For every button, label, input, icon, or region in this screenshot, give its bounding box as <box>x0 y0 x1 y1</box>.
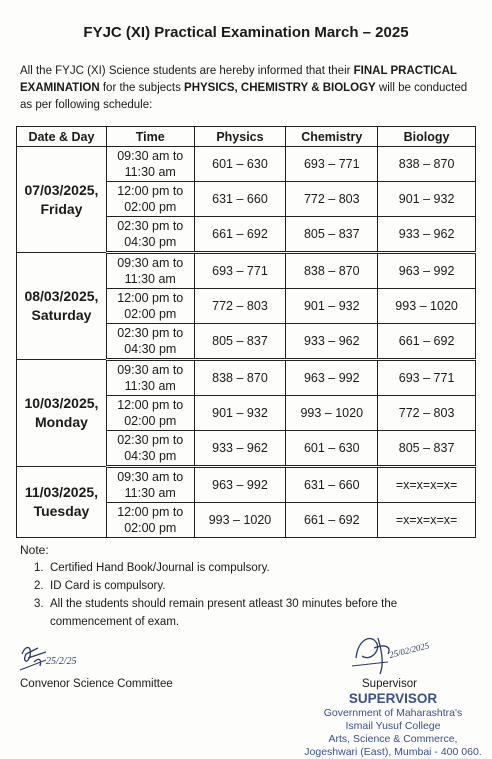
physics-cell: 631 – 660 <box>194 182 286 217</box>
notes-list <box>34 559 454 631</box>
physics-cell: 933 – 962 <box>194 431 286 467</box>
official-stamp <box>300 691 486 759</box>
time-start: 02:30 pm to <box>117 219 184 233</box>
physics-cell: 772 – 803 <box>194 289 286 324</box>
time-cell <box>106 147 194 182</box>
day-text: Friday <box>40 200 83 217</box>
column-header: Biology <box>378 127 476 147</box>
date-text: 07/03/2025, <box>24 181 99 198</box>
intro-text-1: All the FYJC (XI) Science students are hereby informed that their <box>20 65 354 77</box>
time-start: 12:00 pm to <box>117 398 184 412</box>
stamp-line: Government of Maharashtra's <box>323 707 463 719</box>
time-end: 11:30 am <box>124 486 176 500</box>
note-text: ID Card is compulsory. <box>50 580 166 592</box>
table-row <box>17 253 476 289</box>
time-end: 04:30 pm <box>124 449 177 463</box>
note-number: 1. <box>34 562 44 574</box>
document-title: FYJC (XI) Practical Examination March – 2025 <box>83 24 409 41</box>
day-text: Monday <box>35 414 88 430</box>
column-header: Date & Day <box>17 127 107 147</box>
column-header: Chemistry <box>286 127 378 147</box>
physics-cell: 963 – 992 <box>194 467 286 503</box>
date-text: 10/03/2025, <box>24 395 99 411</box>
time-cell <box>106 217 194 253</box>
physics-cell: 805 – 837 <box>194 324 286 360</box>
convenor-signature <box>16 640 176 676</box>
table-header-row <box>17 127 476 147</box>
date-day-cell <box>17 147 107 253</box>
biology-cell: 963 – 992 <box>378 253 476 289</box>
table-row <box>17 147 476 182</box>
time-cell <box>106 253 194 289</box>
time-end: 02:00 pm <box>124 521 177 535</box>
time-cell <box>106 324 194 360</box>
stamp-line: Arts, Science & Commerce, <box>328 733 458 745</box>
day-text: Tuesday <box>33 503 90 519</box>
time-start: 12:00 pm to <box>117 291 184 305</box>
note-number: 3. <box>34 598 44 610</box>
list-item <box>34 559 454 577</box>
column-header: Time <box>106 127 194 147</box>
biology-cell: 693 – 771 <box>378 360 476 396</box>
physics-cell: 901 – 932 <box>194 396 286 431</box>
time-start: 09:30 am to <box>117 470 184 484</box>
note-heading: Note: <box>20 543 49 557</box>
stamp-line: Ismail Yusuf College <box>345 720 441 732</box>
date-text: 11/03/2025, <box>24 484 99 500</box>
biology-cell: =x=x=x=x= <box>378 467 476 503</box>
time-end: 04:30 pm <box>124 235 177 249</box>
time-cell <box>106 467 194 503</box>
chemistry-cell: 963 – 992 <box>286 360 378 396</box>
physics-cell: 601 – 630 <box>194 147 286 182</box>
chemistry-cell: 693 – 771 <box>286 147 378 182</box>
chemistry-cell: 933 – 962 <box>286 324 378 360</box>
time-start: 12:00 pm to <box>117 184 184 198</box>
list-item <box>34 577 454 595</box>
date-text: 08/03/2025, <box>24 288 99 304</box>
date-day-cell <box>17 253 107 360</box>
chemistry-cell: 772 – 803 <box>286 182 378 217</box>
time-end: 02:00 pm <box>124 307 177 321</box>
intro-text-2: for the subjects <box>99 82 185 94</box>
time-start: 09:30 am to <box>117 149 184 163</box>
time-end: 11:30 am <box>124 272 176 286</box>
physics-cell: 661 – 692 <box>194 217 286 253</box>
date-day-cell <box>17 467 107 538</box>
convenor-label: Convenor Science Committee <box>20 678 173 690</box>
time-cell <box>106 396 194 431</box>
time-end: 02:00 pm <box>124 414 177 428</box>
time-start: 12:00 pm to <box>117 505 184 519</box>
biology-cell: 661 – 692 <box>378 324 476 360</box>
day-text: Saturday <box>31 307 92 323</box>
time-cell <box>106 182 194 217</box>
intro-paragraph <box>20 63 470 114</box>
table-row <box>17 360 476 396</box>
time-end: 04:30 pm <box>124 342 177 356</box>
supervisor-label: Supervisor <box>362 678 417 690</box>
table-row <box>17 467 476 503</box>
chemistry-cell: 901 – 932 <box>286 289 378 324</box>
physics-cell: 993 – 1020 <box>194 503 286 538</box>
schedule-table <box>16 126 476 538</box>
time-end: 02:00 pm <box>124 200 177 214</box>
chemistry-cell: 993 – 1020 <box>286 396 378 431</box>
biology-cell: 805 – 837 <box>378 431 476 467</box>
time-start: 09:30 am to <box>117 256 184 270</box>
chemistry-cell: 661 – 692 <box>286 503 378 538</box>
biology-cell: 993 – 1020 <box>378 289 476 324</box>
time-cell <box>106 289 194 324</box>
note-text: Certified Hand Book/Journal is compulsory. <box>50 562 270 574</box>
biology-cell: 772 – 803 <box>378 396 476 431</box>
note-number: 2. <box>34 580 44 592</box>
time-end: 11:30 am <box>124 165 176 179</box>
time-end: 11:30 am <box>124 379 176 393</box>
chemistry-cell: 805 – 837 <box>286 217 378 253</box>
chemistry-cell: 838 – 870 <box>286 253 378 289</box>
biology-cell: 901 – 932 <box>378 182 476 217</box>
time-cell <box>106 431 194 467</box>
convenor-signature-date: 25/2/25 <box>46 656 77 667</box>
biology-cell: 933 – 962 <box>378 217 476 253</box>
intro-bold-2: PHYSICS, CHEMISTRY & BIOLOGY <box>184 82 376 94</box>
intro-bold-1: FINAL PRACTICAL EXAMINATION <box>20 65 457 94</box>
chemistry-cell: 601 – 630 <box>286 431 378 467</box>
list-item <box>34 595 454 631</box>
chemistry-cell: 631 – 660 <box>286 467 378 503</box>
stamp-line: Jogeshwari (East), Mumbai - 400 060. <box>304 746 482 758</box>
supervisor-signature <box>348 628 444 678</box>
biology-cell: 838 – 870 <box>378 147 476 182</box>
physics-cell: 838 – 870 <box>194 360 286 396</box>
intro-text-3: will be conducted as per following schedule: <box>20 82 468 111</box>
supervisor-signature-date: 25/02/2025 <box>388 640 431 660</box>
stamp-title: SUPERVISOR <box>348 691 438 706</box>
physics-cell: 693 – 771 <box>194 253 286 289</box>
note-text: All the students should remain present atleast 30 minutes before the commencement of exam. <box>50 598 398 628</box>
biology-cell: =x=x=x=x= <box>378 503 476 538</box>
time-cell <box>106 503 194 538</box>
column-header: Physics <box>194 127 286 147</box>
date-day-cell <box>17 360 107 467</box>
time-cell <box>106 360 194 396</box>
time-start: 09:30 am to <box>117 363 184 377</box>
time-start: 02:30 pm to <box>117 326 184 340</box>
time-start: 02:30 pm to <box>117 433 184 447</box>
